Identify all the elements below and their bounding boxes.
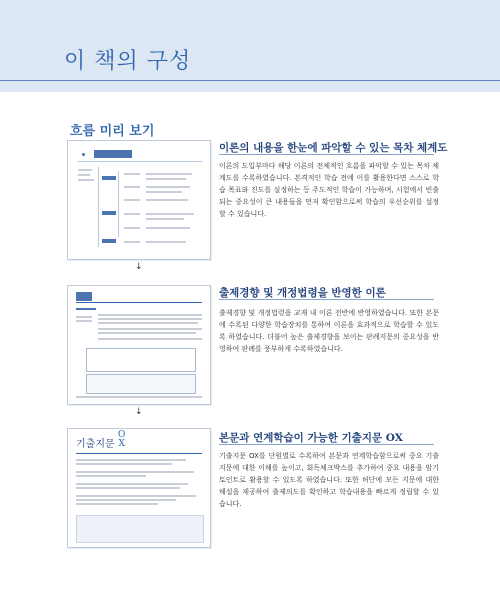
item-body: 이론의 도입부마다 해당 이론의 전체적인 흐름을 파악할 수 있는 목차 체계도를 수록하였습니다. 본격적인 학습 전에 이를 활용한다면 스스로 학습 목표와 진도를 설정하는 등 주도적인 학습이 가능하며, 시험에서 빈출되는 중요성이 큰 내용들을 먼저 확인함으로써 학습의 우선순위를 설정할 수 있습니다. — [219, 162, 439, 218]
ox-mark-o: O — [118, 430, 126, 440]
item-title-rule — [219, 299, 434, 300]
item-title: 이론의 내용을 한눈에 파악할 수 있는 목차 체계도 — [219, 142, 448, 154]
header-divider — [0, 80, 500, 81]
thumb-margin-note — [76, 320, 92, 322]
thumb-heading-box — [94, 150, 132, 158]
thumb-text-line — [76, 483, 188, 485]
arrow-down-icon: ↓ — [135, 262, 143, 272]
ox-mark — [118, 431, 125, 449]
thumb-text-line — [98, 338, 202, 340]
thumb-table — [86, 348, 196, 372]
item-title: 본문과 연계학습이 가능한 기출지문 OX — [219, 432, 403, 444]
thumb-text-line — [76, 459, 186, 461]
ox-mark-x: X — [118, 439, 125, 449]
page-header — [0, 0, 500, 92]
thumb-text-line — [76, 475, 146, 477]
thumb-text-line — [146, 191, 182, 193]
thumb-rule — [78, 161, 202, 162]
thumb-text-line — [124, 227, 140, 229]
thumb-text-line — [146, 173, 192, 175]
thumb-text-line — [78, 174, 90, 176]
thumb-chapter-header — [76, 292, 202, 303]
thumb-text-line — [98, 318, 202, 320]
thumb-text-line — [146, 241, 186, 243]
item-title-rule — [219, 444, 434, 445]
thumb-text-line — [76, 463, 172, 465]
thumb-text-line — [76, 503, 158, 505]
thumb-text-line — [76, 487, 180, 489]
thumb-text-line — [98, 314, 202, 316]
theory-page-thumbnail — [67, 285, 211, 405]
thumb-text-line — [76, 396, 202, 398]
thumb-node — [102, 239, 116, 243]
thumb-chapter-badge — [76, 292, 92, 301]
thumb-tree-branch — [118, 171, 119, 237]
item-title-rule — [219, 154, 434, 155]
thumb-text-line — [124, 186, 140, 188]
thumb-dot — [82, 153, 85, 156]
thumb-text-line — [78, 179, 94, 181]
section-label: 흐름 미리 보기 — [70, 124, 155, 139]
thumb-text-line — [124, 241, 140, 243]
thumb-case-box — [86, 374, 196, 394]
thumb-text-line — [124, 173, 140, 175]
thumb-heading — [76, 308, 96, 310]
thumb-text-line — [146, 199, 188, 201]
thumb-text-line — [146, 227, 190, 229]
ox-quiz-thumbnail — [67, 428, 211, 548]
toc-diagram-thumbnail — [67, 140, 211, 260]
thumb-text-line — [98, 322, 198, 324]
thumb-text-line — [146, 178, 186, 180]
thumb-text-line — [146, 213, 194, 215]
thumb-text-line — [78, 169, 92, 171]
ox-quiz-label: 기출지문 — [76, 439, 115, 450]
page-title: 이 책의 구성 — [64, 49, 192, 74]
thumb-text-line — [146, 186, 190, 188]
thumb-answer-box — [76, 515, 204, 543]
thumb-node — [102, 211, 116, 215]
item-title: 출제경향 및 개정법령을 반영한 이론 — [219, 287, 386, 299]
thumb-text-line — [124, 199, 140, 201]
thumb-tree-trunk — [98, 167, 99, 247]
thumb-node — [102, 176, 116, 180]
item-body: 기출지문 OX를 단원별로 수록하여 본문과 연계학습함으로써 중요 기출지문에 대한 이해를 높이고, 회독체크박스를 추가하여 중요 내용을 암기토인트로 활용할 수 있도록 하였습니다. 또한 허단에 모든 지문에 대한 해설을 제공하여 출제의도를 확인하고 학습내용을 빠르게 정립할 수 있습니다. — [219, 452, 439, 508]
arrow-down-icon: ↓ — [135, 407, 143, 417]
thumb-text-line — [98, 328, 202, 330]
thumb-rule — [76, 453, 202, 454]
thumb-text-line — [76, 495, 196, 497]
thumb-text-line — [146, 218, 184, 220]
thumb-text-line — [76, 499, 176, 501]
thumb-text-line — [76, 471, 194, 473]
thumb-margin-note — [76, 316, 92, 318]
thumb-text-line — [124, 213, 140, 215]
item-body: 출제경향 및 개정법령을 교재 내 이론 전반에 반영하였습니다. 또한 본문에 수록된 다양한 학습장치를 통하여 이론을 효과적으로 학습할 수 있도록 하였습니다. 더불어 높은 출제경향을 보이는 판례지문의 중요성을 반영하여 판례를 풍부하게 수록하였습니다. — [219, 309, 439, 353]
thumb-text-line — [98, 332, 196, 334]
